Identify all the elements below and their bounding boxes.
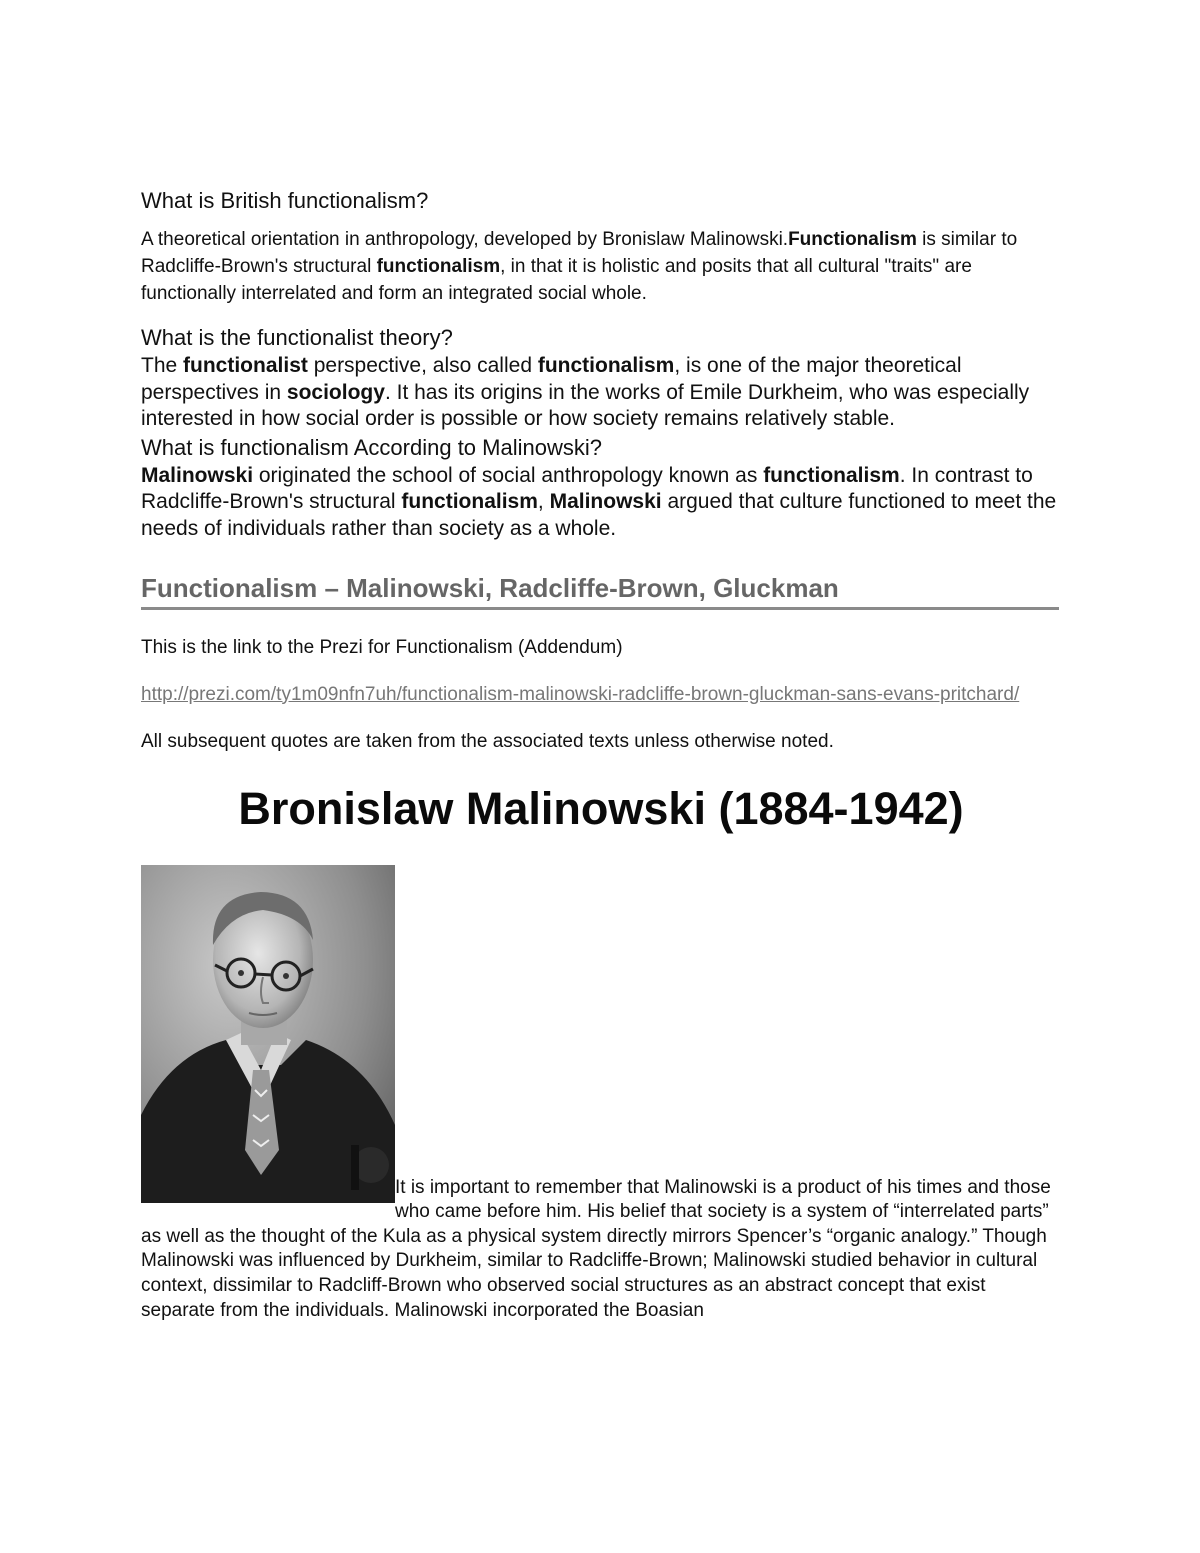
quotes-note: All subsequent quotes are taken from the associated texts unless otherwise noted.: [141, 730, 834, 752]
question-functionalist-theory: What is the functionalist theory?: [141, 325, 453, 350]
intro-text: This is the link to the Prezi for Functionalism (Addendum): [141, 636, 623, 658]
malinowski-portrait: [141, 865, 395, 1203]
question-malinowski-functionalism: What is functionalism According to Malinowski?: [141, 434, 602, 460]
answer-functionalist-theory: The functionalist perspective, also called functionalism, is one of the major theoretical perspectives in sociology. It has its origins in the works of Emile Durkheim, who was especially interested in how social order is possible or how society remains relatively stable.: [141, 354, 1030, 431]
section-heading: Functionalism – Malinowski, Radcliffe-Brown, Gluckman: [141, 571, 1059, 610]
question-british-functionalism: What is British functionalism?: [141, 188, 429, 213]
prezi-link[interactable]: http://prezi.com/ty1m09nfn7uh/functionalism-malinowski-radcliffe-brown-gluckman-sans-evans-pritchard/: [141, 683, 1020, 705]
body-paragraph: It is important to remember that Malinowski is a product of his times and those who came before him. His belief that society is a system of “interrelated parts” as well as the thought of the Kula as a physical system directly mirrors Spencer’s “organic analogy.” Though Malinowski was influenced by Durkheim, similar to Radcliffe-Brown; Malinowski studied behavior in cultural context, dissimilar to Radcliff-Brown who observed social structures as an abstract concept that exist separate from the individuals. Malinowski incorporated the Boasian: [141, 1176, 1051, 1321]
answer-malinowski-functionalism: Malinowski originated the school of social anthropology known as functionalism. In contrast to Radcliffe-Brown's structural functionalism, Malinowski argued that culture functioned to meet the needs of individuals rather than society as a whole.: [141, 463, 1057, 540]
answer-british-functionalism: A theoretical orientation in anthropology, developed by Bronislaw Malinowski.Functionalism is similar to Radcliffe-Brown's structural functionalism, in that it is holistic and posits that all cultural "traits" are functionally interrelated and form an integrated social whole.: [141, 229, 1018, 304]
malinowski-title: Bronislaw Malinowski (1884-1942): [238, 782, 964, 834]
document-content: [141, 186, 1061, 1323]
